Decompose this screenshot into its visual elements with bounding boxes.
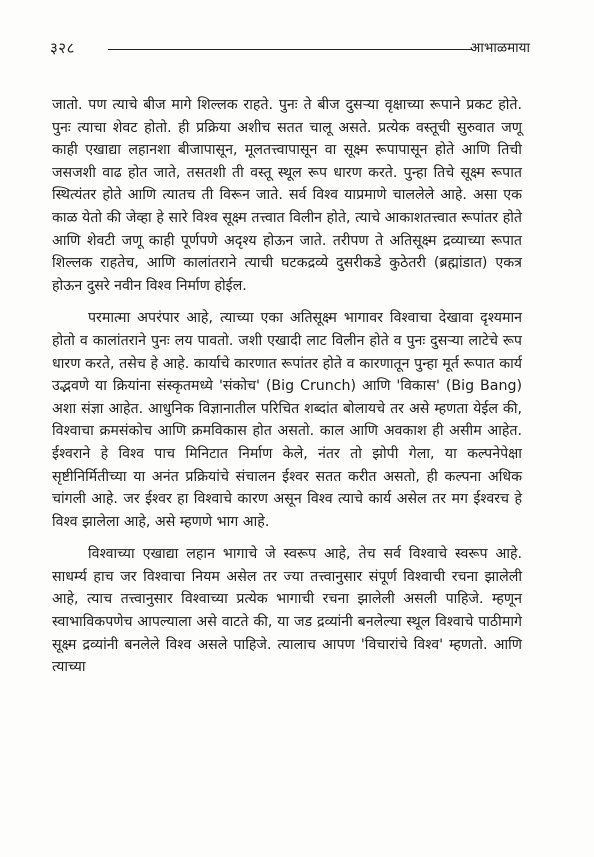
page-header (50, 38, 530, 60)
body-text (52, 94, 522, 679)
header-rule (108, 49, 473, 50)
running-title: आभाळमाया (470, 40, 530, 56)
paragraph-2: परमात्मा अपरंपार आहे, त्याच्या एका अतिसूक्ष्म भागावर विश्वाचा देखावा दृश्यमान होतो व कालांतराने पुनः लय पावतो. जशी एखादी लाट विलीन होते व पुनः दुसऱ्या लाटेचे रूप धारण करते, तसेच हे आहे. कार्याचे कारणात रूपांतर होते व कारणातून पुन्हा मूर्त रूपात कार्य उद्भवणे या क्रियांना संस्कृतमध्ये 'संकोच' (Big Crunch) आणि 'विकास' (Big Bang) अशा संज्ञा आहेत. आधुनिक विज्ञानातील परिचित शब्दांत बोलायचे तर असे म्हणता येईल की, विश्वाचा क्रमसंकोच आणि क्रमविकास होत असतो. काल आणि अवकाश ही असीम आहेत. ईश्वराने हे विश्व पाच मिनिटात निर्माण केले, नंतर तो झोपी गेला, या कल्पनेपेक्षा सृष्टीनिर्मितीच्या या अनंत प्रक्रियांचे संचालन ईश्वर सतत करीत असतो, ही कल्पना अधिक चांगली आहे. जर ईश्वर हा विश्वाचे कारण असून विश्व त्याचे कार्य असेल तर मग ईश्वरच हे विश्व झालेला आहे, असे म्हणणे भाग आहे. (52, 310, 522, 530)
paragraph-1: जातो. पण त्याचे बीज मागे शिल्लक राहते. पुनः ते बीज दुसऱ्या वृक्षाच्या रूपाने प्रकट होते. पुनः त्याचा शेवट होतो. ही प्रक्रिया अशीच सतत चालू असते. प्रत्येक वस्तूची सुरुवात जणू काही एखाद्या लहानशा बीजापासून, मूलतत्त्वापासून वा सूक्ष्म रूपापासून होते आणि तिची जसजशी वाढ होत जाते, तसतशी ती वस्तू स्थूल रूप धारण करते. पुन्हा तिचे सूक्ष्म रूपात स्थित्यंतर होते आणि त्यातच ती विरून जाते. सर्व विश्व याप्रमाणे चाललेले आहे. असा एक काळ येतो की जेव्हा हे सारे विश्व सूक्ष्म तत्त्वात विलीन होते, त्याचे आकाशतत्त्वात रूपांतर होते आणि शेवटी जणू काही पूर्णपणे अदृश्य होऊन जाते. तरीपण ते अतिसूक्ष्म द्रव्याच्या रूपात शिल्लक राहतेच, आणि कालांतराने त्याची घटकद्रव्ये दुसरीकडे कुठेतरी (ब्रह्मांडात) एकत्र होऊन दुसरे नवीन विश्व निर्माण होईल. (52, 97, 522, 294)
paragraph-3: विश्वाच्या एखाद्या लहान भागाचे जे स्वरूप आहे, तेच सर्व विश्वाचे स्वरूप आहे. साधर्म्य हाच जर विश्वाचा नियम असेल तर ज्या तत्त्वानुसार संपूर्ण विश्वाची रचना झालेली आहे, त्याच तत्त्वानुसार विश्वाच्या प्रत्येक भागाची रचना झालेली असली पाहिजे. म्हणून स्वाभाविकपणेच आपल्याला असे वाटते की, या जड द्रव्यांनी बनलेल्या स्थूल विश्वाचे पाठीमागे सूक्ष्म द्रव्यांनी बनलेले विश्व असले पाहिजे. त्यालाच आपण 'विचारांचे विश्व' म्हणतो. आणि त्याच्या (52, 546, 522, 676)
page-number: ३२८ (50, 39, 75, 57)
